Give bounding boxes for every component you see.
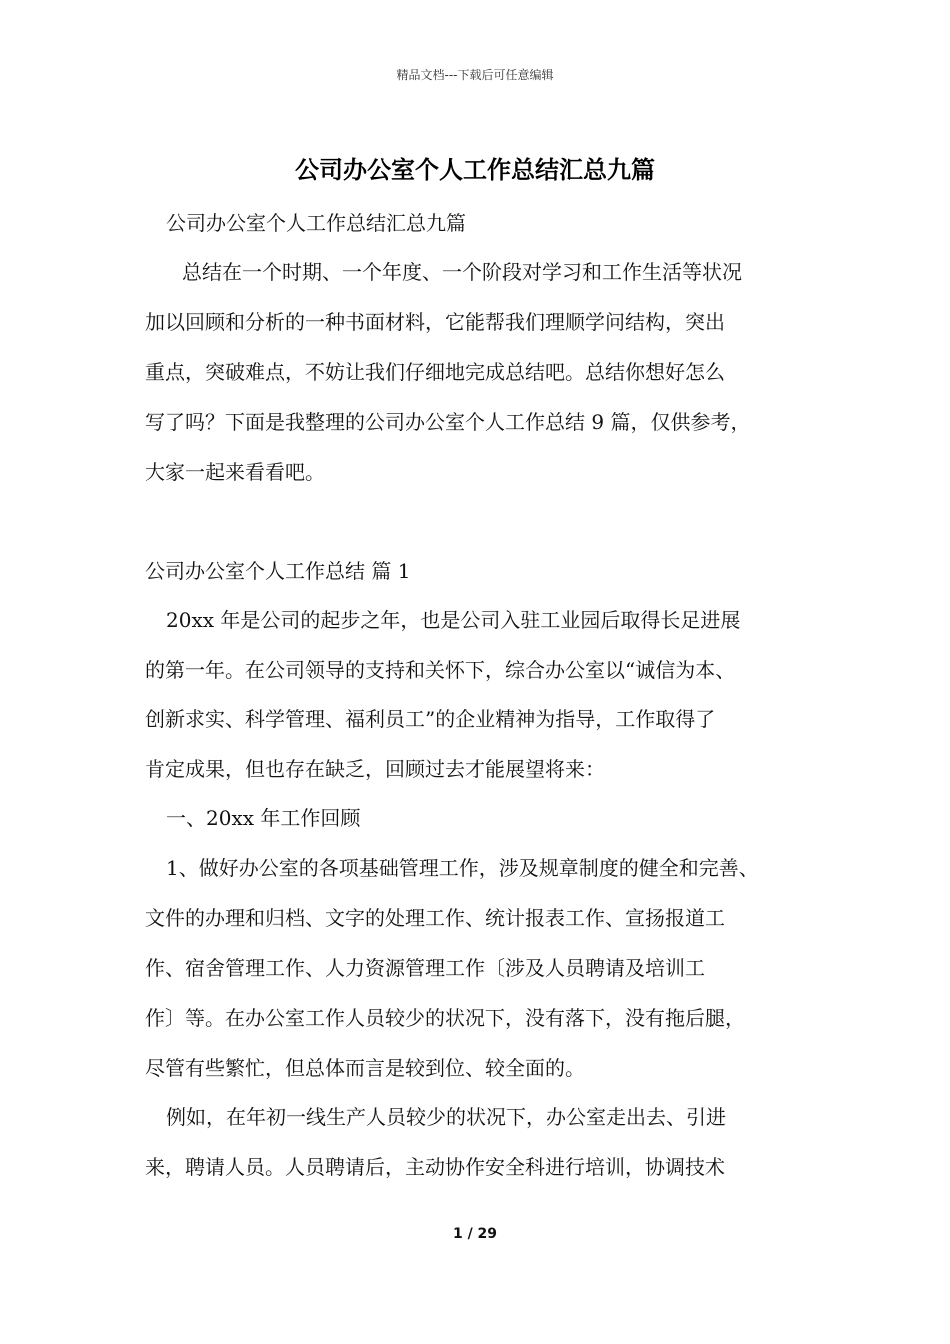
paragraph-line: 尽管有些繁忙，但总体而言是较到位、较全面的。 <box>145 1056 585 1080</box>
paragraph-line: 肯定成果，但也存在缺乏，回顾过去才能展望将来： <box>145 757 605 781</box>
paragraph-line: 创新求实、科学管理、福利员工”的企业精神为指导，工作取得了 <box>145 707 716 731</box>
paragraph-line: 20xx 年是公司的起步之年，也是公司入驻工业园后取得长足进展 <box>166 608 741 632</box>
page-header: 精品文档---下载后可任意编辑 <box>396 68 554 82</box>
subsection-heading: 一、20xx 年工作回顾 <box>166 806 361 830</box>
paragraph-line: 文件的办理和归档、文字的处理工作、统计报表工作、宣扬报道工 <box>145 906 725 930</box>
paragraph-line: 来，聘请人员。人员聘请后，主动协作安全科进行培训，协调技术 <box>145 1155 725 1179</box>
subtitle-line: 公司办公室个人工作总结汇总九篇 <box>166 211 466 235</box>
paragraph-line: 例如，在年初一线生产人员较少的状况下，办公室走出去、引进 <box>166 1105 726 1129</box>
paragraph-line: 作〕等。在办公室工作人员较少的状况下，没有落下，没有拖后腿， <box>145 1006 745 1030</box>
paragraph-line: 重点，突破难点，不妨让我们仔细地完成总结吧。总结你想好怎么 <box>145 360 725 384</box>
paragraph-line: 作、宿舍管理工作、人力资源管理工作〔涉及人员聘请及培训工 <box>145 956 705 980</box>
document-title: 公司办公室个人工作总结汇总九篇 <box>295 156 655 184</box>
paragraph-line: 1、做好办公室的各项基础管理工作，涉及规章制度的健全和完善、 <box>166 856 759 880</box>
paragraph-line: 大家一起来看看吧。 <box>145 460 325 484</box>
paragraph-line: 的第一年。在公司领导的支持和关怀下，综合办公室以“诚信为本、 <box>145 658 736 682</box>
paragraph-line: 写了吗？下面是我整理的公司办公室个人工作总结 9 篇，仅供参考， <box>145 410 751 434</box>
paragraph-line: 总结在一个时期、一个年度、一个阶段对学习和工作生活等状况 <box>182 260 742 284</box>
page-number: 1 / 29 <box>452 1226 498 1242</box>
section-heading: 公司办公室个人工作总结 篇 1 <box>145 559 411 583</box>
paragraph-line: 加以回顾和分析的一种书面材料，它能帮我们理顺学问结构，突出 <box>145 310 725 334</box>
